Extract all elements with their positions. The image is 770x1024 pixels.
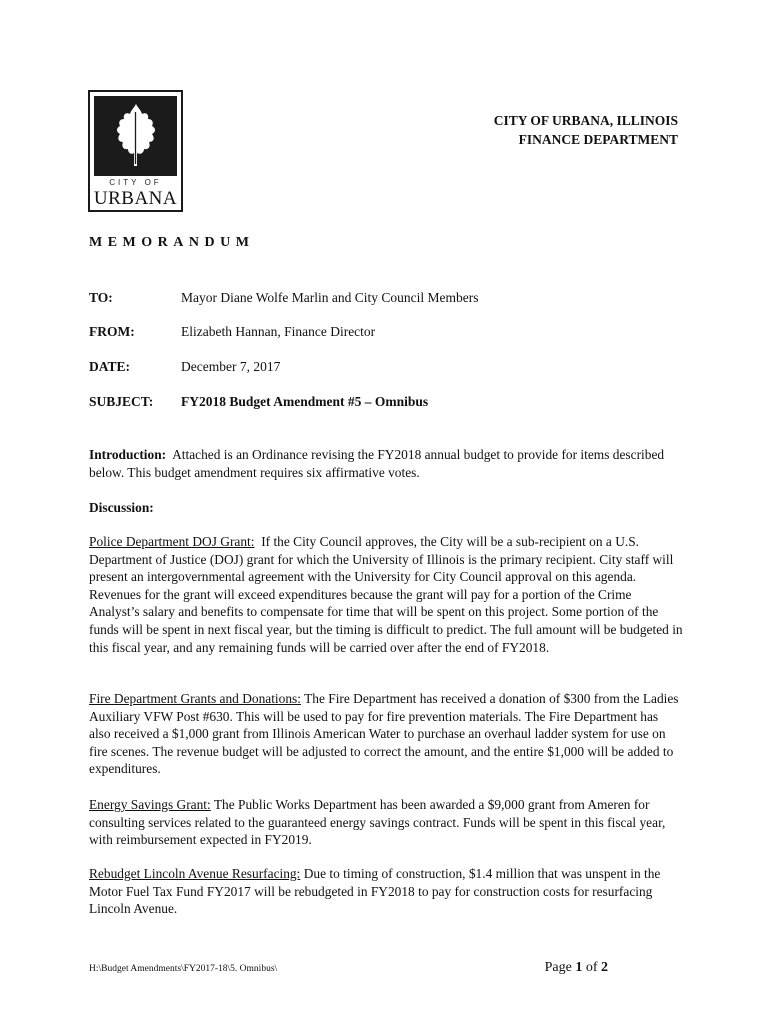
introduction-paragraph <box>89 446 683 481</box>
section-text: The Public Works Department has been awarded a $9,000 grant from Ameren for consulting services related to the guaranteed energy savings contract. Funds will be spent in this fiscal year, with reimbursement expected in FY2019. <box>89 797 666 848</box>
section-heading: Police Department DOJ Grant: <box>89 534 255 549</box>
file-path-footer: H:\Budget Amendments\FY2017-18\5. Omnibus\ <box>89 964 278 974</box>
section-heading: Energy Savings Grant: <box>89 797 211 812</box>
section-energy-grant <box>89 796 683 849</box>
subject-label: SUBJECT: <box>89 394 154 409</box>
introduction-heading: Introduction: <box>89 447 167 462</box>
city-logo <box>88 90 183 212</box>
from-label: FROM: <box>89 324 135 339</box>
section-text: Due to timing of construction, $1.4 million that was unspent in the Motor Fuel Tax Fund FY2017 will be rebudgeted in FY2018 to pay for construction costs for resurfacing Lincoln Avenue. <box>89 866 661 917</box>
department-name: FINANCE DEPARTMENT <box>518 132 678 147</box>
page-current: 1 <box>575 960 583 975</box>
department-header <box>494 111 678 149</box>
to-value: Mayor Diane Wolfe Marlin and City Council Members <box>181 290 479 305</box>
section-police-grant <box>89 533 683 656</box>
city-name: CITY OF URBANA, ILLINOIS <box>493 113 678 128</box>
section-heading: Fire Department Grants and Donations: <box>89 691 301 706</box>
from-value: Elizabeth Hannan, Finance Director <box>181 324 376 339</box>
date-value: December 7, 2017 <box>181 359 281 374</box>
page-total: 2 <box>601 960 608 975</box>
page-of: of <box>582 960 601 975</box>
logo-urbana-text: URBANA <box>93 188 178 209</box>
section-text: If the City Council approves, the City will be a sub-recipient on a U.S. Department of Justice (DOJ) grant for which the University of Illinois is the primary recipient. City staff will present an intergovernmental agreement with the University for City Council approval on this agenda. Revenues for the grant will exceed expenditures because the grant will pay for a portion of the Crime Analyst’s salary and benefits to compensate for time that will be spent on this project. Some portion of the funds will be spent in next fiscal year, but the timing is difficult to predict. The full amount will be budgeted in this fiscal year, and any remaining funds will be carried over after the end of FY2018. <box>89 534 683 655</box>
to-label: TO: <box>89 290 113 305</box>
memo-title: MEMORANDUM <box>89 235 255 250</box>
date-label: DATE: <box>89 359 131 374</box>
subject-value: FY2018 Budget Amendment #5 – Omnibus <box>181 394 429 409</box>
section-lincoln-resurfacing <box>89 865 683 918</box>
page-number <box>545 960 608 976</box>
introduction-text: Attached is an Ordinance revising the FY2018 annual budget to provide for items described below. This budget amendment requires six affirmative votes. <box>89 447 665 480</box>
discussion-heading: Discussion: <box>89 500 154 515</box>
page-prefix: Page <box>544 960 576 975</box>
section-fire-grants <box>89 690 683 778</box>
logo-city-text: CITY OF <box>109 178 162 187</box>
section-text: The Fire Department has received a donation of $300 from the Ladies Auxiliary VFW Post #630. This will be used to pay for fire prevention materials. The Fire Department has also received a $1,000 grant from Illinois American Water to purchase an overhaul ladder system for use on fire scenes. The revenue budget will be adjusted to correct the amount, and the entire $1,000 will be added to expenditures. <box>89 691 679 777</box>
section-heading: Rebudget Lincoln Avenue Resurfacing: <box>89 866 301 881</box>
